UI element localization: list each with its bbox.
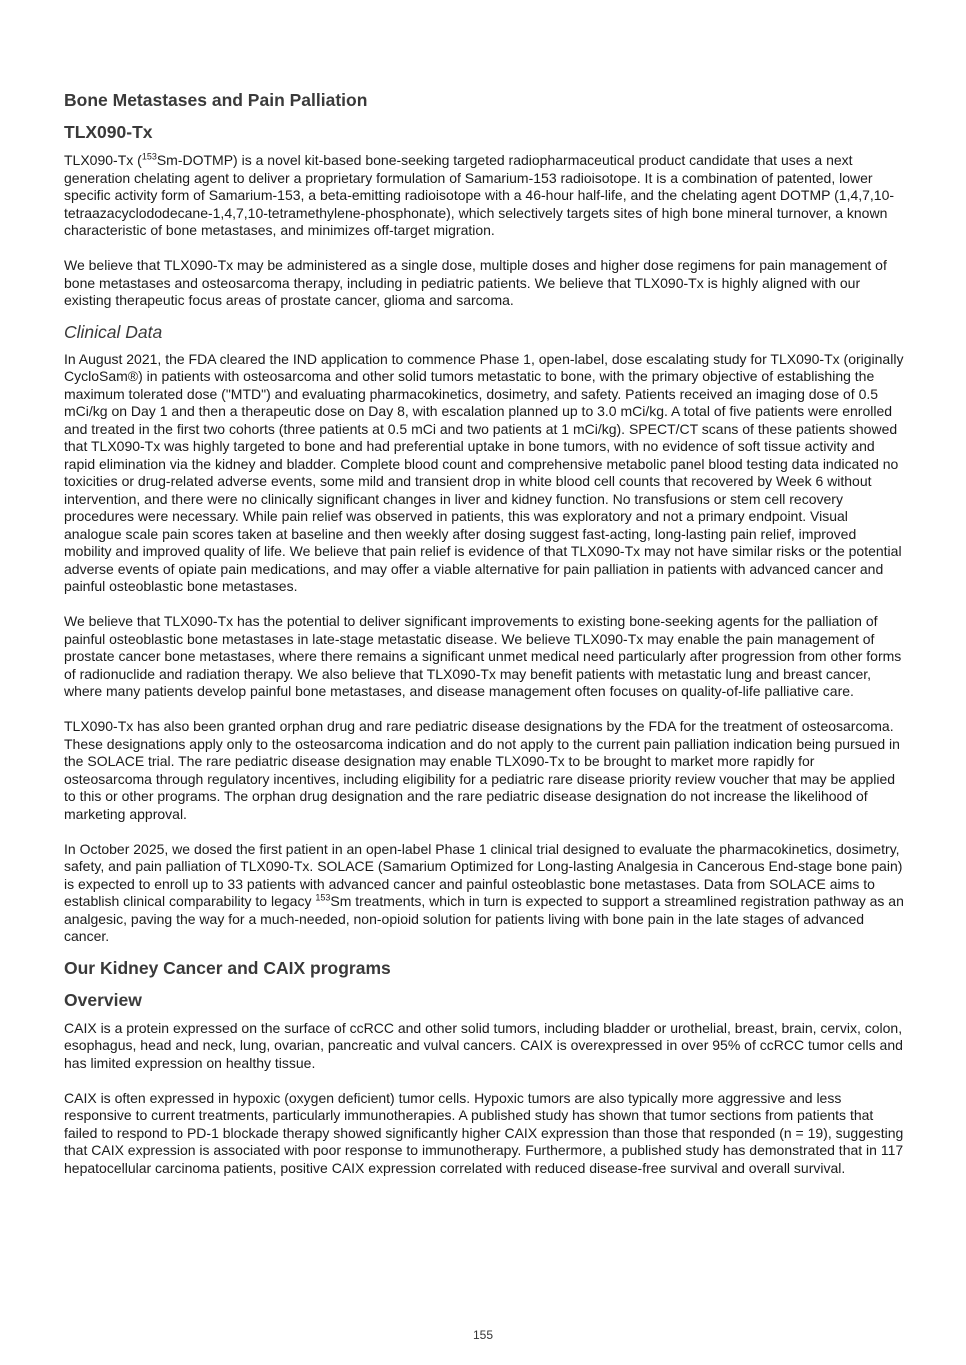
text-run: In October 2025, we dosed the first patient in an open-label Phase 1 clinical trial designed to evaluate the pharmacokinetics, dosimetry, safety, and pain palliation of TLX090-Tx. SOLACE (Samarium Optimized for Long-lasting Analgesia in Cancerous End-stage bone pain) is expected to enroll up to 33 patients with advanced cancer and painful osteoblastic bone metastases. Data from SOLACE aims to establish clinical comparability to legacy xyxy=(64,840,903,909)
superscript-153: 153 xyxy=(315,892,331,903)
paragraph-caix-overview: CAIX is a protein expressed on the surface of ccRCC and other solid tumors, including bladder or urothelial, breast, brain, cervix, colon, esophagus, head and neck, lung, ovarian, pancreatic and vulval cancers. CAIX is overexpressed in over 95% of ccRCC tumor cells and has limited expression on healthy tissue. xyxy=(64,1019,903,1071)
page-number: 155 xyxy=(472,1328,494,1342)
text-run: Sm-DOTMP) is a novel kit-based bone-seeking targeted radiopharmaceutical product candidate that uses a next generation chelating agent to deliver a proprietary formulation of Samarium-153 radioisotope. It is a combination of patented, lower specific activity form of Samarium-153, a beta-emitting radioisotope with a 46-hour half-life, and the chelating agent DOTMP (1,4,7,10-tetraazacyclododecane-1,4,7,10-tetramethylene-phosphonate), which selectively targets sites of high bone mineral turnover, a known characteristic of bone metastases, and minimizes off-target migration. xyxy=(64,152,895,238)
section-heading-kidney-cancer: Our Kidney Cancer and CAIX programs xyxy=(64,957,391,978)
subheading-tlx090: TLX090-Tx xyxy=(64,122,153,142)
subheading-clinical-data: Clinical Data xyxy=(64,321,163,342)
paragraph-clinical-solace xyxy=(64,841,906,946)
document-page xyxy=(64,88,906,1195)
paragraph-clinical-ind: In August 2021, the FDA cleared the IND application to commence Phase 1, open-label, dose escalating study for TLX090-Tx (originally CycloSam®) in patients with osteosarcoma and other solid tumors metastatic to bone, with the primary objective of establishing the maximum tolerated dose ("MTD") and evaluating pharmacokinetics, dosimetry, and safety. Patients received an imaging dose of 0.5 mCi/kg on Day 1 and then a therapeutic dose on Day 8, with escalation planned up to 3.0 mCi/kg. A total of five patients were enrolled and treated in the first two cohorts (three patients at 0.5 mCi and two patients at 1 mCi/kg). SPECT/CT scans of these patients showed that TLX090-Tx was highly targeted to bone and had preferential uptake in bone tumors, with no evidence of soft tissue activity and rapid elimination via the kidney and bladder. Complete blood count and comprehensive metabolic panel blood testing data indicated no toxicities or drug-related adverse events, some mild and transient drop in white blood cell counts that recovered by Week 6 without intervention, and there were no clinically significant changes in liver and kidney function. No transfusions or stem cell recovery procedures were necessary. While pain relief was observed in patients, this was exploratory and not a primary endpoint. Visual analogue scale pain scores taken at baseline and then weekly after dosing suggest fast-acting, long-lasting pain relief, improved mobility and improved quality of life. We believe that pain relief is evidence of that TLX090-Tx may not have similar risks or the potential adverse events of opiate pain medications, and may offer a viable alternative for pain palliation in patients with advanced cancer and painful osteoblastic bone metastases. xyxy=(64,350,904,594)
paragraph-caix-hypoxic: CAIX is often expressed in hypoxic (oxygen deficient) tumor cells. Hypoxic tumors are also typically more aggressive and less responsive to current treatments, particularly immunotherapies. A published study has shown that tumor sections from patients that failed to respond to PD-1 blockade therapy showed significantly higher CAIX expression than those that responded (n = 19), suggesting that CAIX expression is associated with poor response to immunotherapy. Furthermore, a published study has demonstrated that in 117 hepatocellular carcinoma patients, positive CAIX expression correlated with reduced disease-free survival and overall survival. xyxy=(64,1089,904,1176)
paragraph-clinical-potential: We believe that TLX090-Tx has the potential to deliver significant improvements to existing bone-seeking agents for the palliation of painful osteoblastic bone metastases in late-stage metastatic disease. We believe TLX090-Tx may enable the pain management of prostate cancer bone metastases, where there remains a significant unmet medical need particularly after progression from other forms of radionuclide and radiation therapy. We also believe that TLX090-Tx may benefit patients with metastatic lung and breast cancer, where many patients develop painful bone metastases, and disease management often focuses on quality-of-life palliative care. xyxy=(64,613,902,699)
text-run: TLX090-Tx ( xyxy=(64,152,142,168)
section-heading-bone-metastases: Bone Metastases and Pain Palliation xyxy=(64,90,368,110)
superscript-153: 153 xyxy=(141,151,157,162)
paragraph-tlx090-dosing: We believe that TLX090-Tx may be administered as a single dose, multiple doses and higher dose regimens for pain management of bone metastases and osteosarcoma therapy, including in pediatric patients. We believe that TLX090-Tx is highly aligned with our existing therapeutic focus areas of prostate cancer, glioma and sarcoma. xyxy=(64,257,887,308)
paragraph-clinical-orphan: TLX090-Tx has also been granted orphan drug and rare pediatric disease designations by the FDA for the treatment of osteosarcoma. These designations apply only to the osteosarcoma indication and do not apply to the current pain palliation indication being pursued in the SOLACE trial. The rare pediatric disease designation may enable TLX090-Tx to be brought to market more rapidly for osteosarcoma through regulatory incentives, including eligibility for a pediatric rare disease priority review voucher that may be applied to this or other programs. The orphan drug designation and the rare pediatric disease designation do not increase the likelihood of marketing approval. xyxy=(64,718,900,822)
subheading-overview: Overview xyxy=(64,989,142,1010)
paragraph-tlx090-intro xyxy=(64,152,906,240)
text-run: Sm treatments, which in turn is expected to support a streamlined registration pathway as an analgesic, paving the way for a much-needed, non-opioid solution for patients living with bone pain in the late stages of advanced cancer. xyxy=(64,893,904,944)
